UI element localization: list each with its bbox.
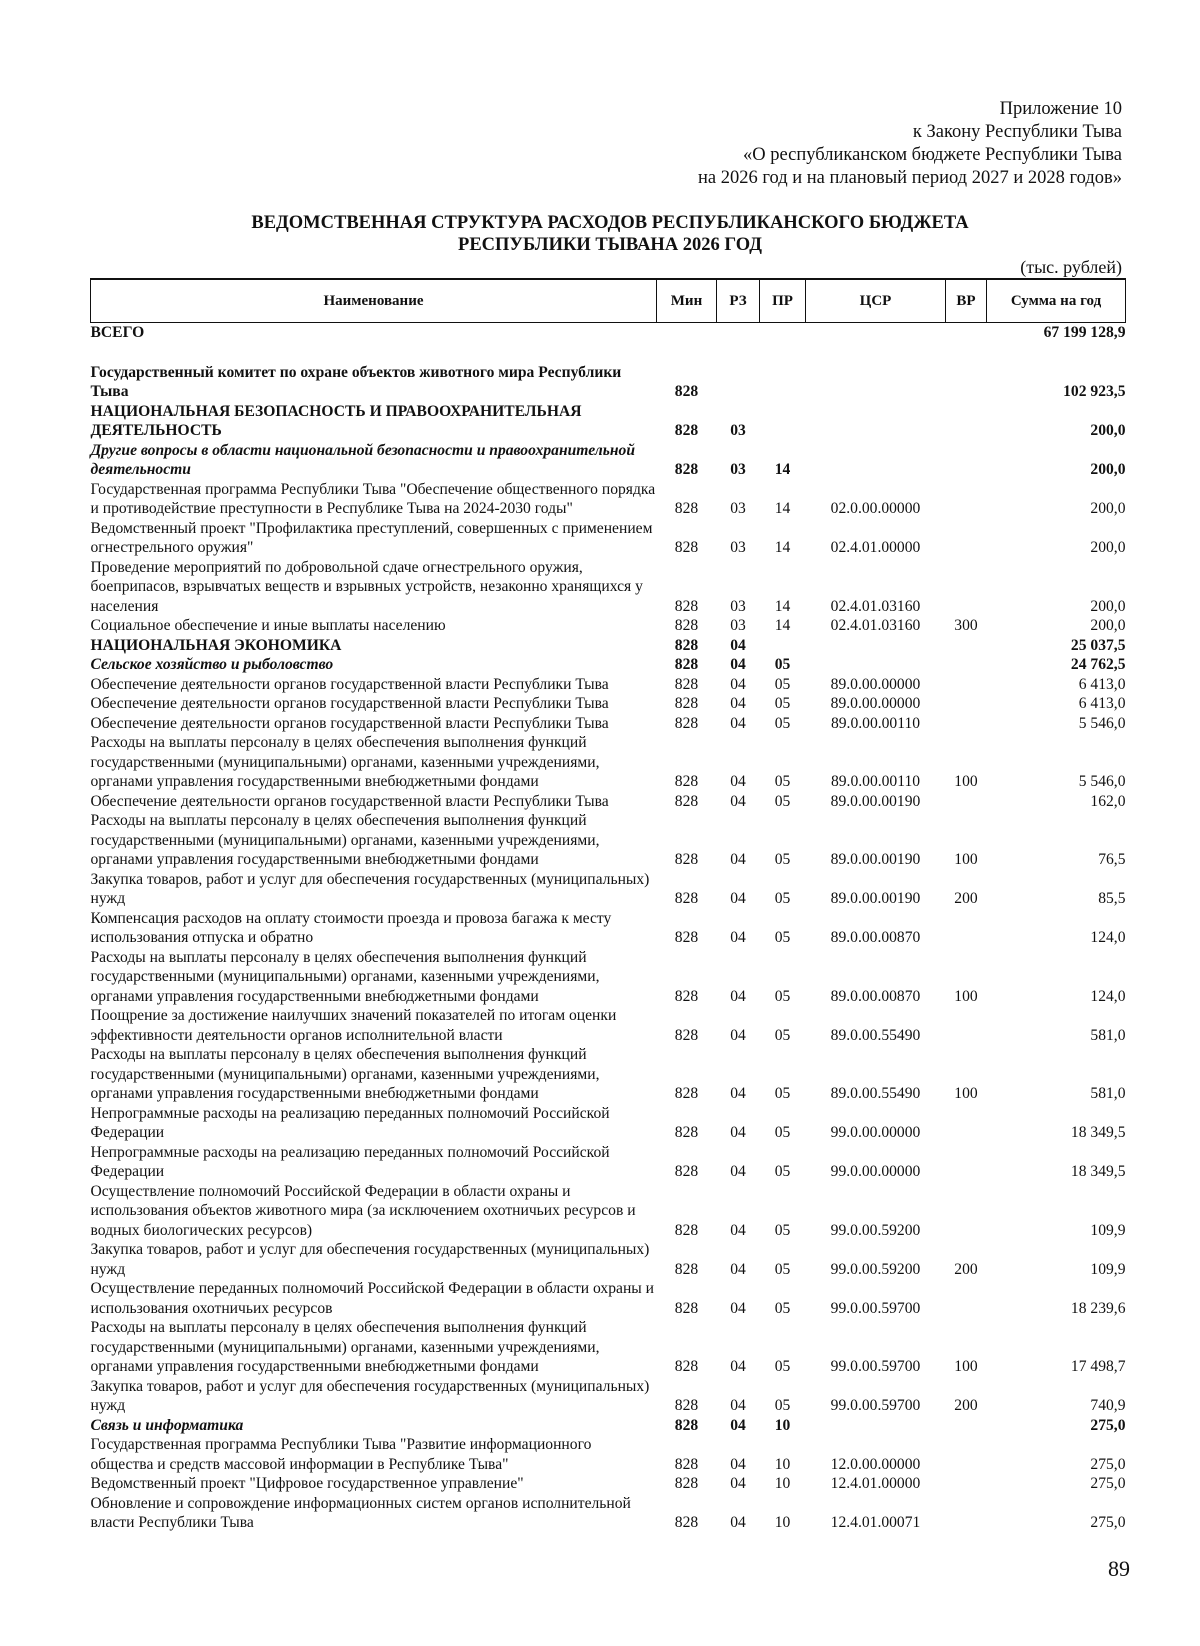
row-vr bbox=[946, 343, 987, 363]
row-sum: 18 349,5 bbox=[1070, 1124, 1126, 1141]
row-sum: 85,5 bbox=[1098, 890, 1126, 907]
row-csr: 12.0.00.00000 bbox=[830, 1455, 921, 1473]
budget-table bbox=[90, 278, 1126, 1533]
row-pr: 14 bbox=[774, 461, 791, 478]
row-sum bbox=[987, 343, 1126, 363]
row-vr: 100 bbox=[954, 851, 978, 868]
row-name: Сельское хозяйство и рыболовство bbox=[90, 656, 334, 673]
table-row bbox=[91, 363, 1126, 402]
row-sum: 162,0 bbox=[1090, 792, 1126, 810]
row-min: 828 bbox=[674, 890, 699, 907]
row-rz: 04 bbox=[730, 1124, 746, 1141]
row-min: 828 bbox=[674, 1475, 699, 1492]
row-csr bbox=[806, 636, 946, 656]
row-min bbox=[657, 323, 717, 343]
row-vr: 200 bbox=[954, 890, 978, 907]
table-row bbox=[91, 1104, 1126, 1143]
row-vr bbox=[946, 363, 987, 402]
table-row bbox=[91, 655, 1126, 675]
row-name: Закупка товаров, работ и услуг для обеспечения государственных (муниципальных) нужд bbox=[90, 870, 650, 907]
row-vr bbox=[946, 1143, 987, 1182]
row-min: 828 bbox=[674, 656, 699, 673]
row-rz: 03 bbox=[730, 539, 746, 556]
row-sum: 25 037,5 bbox=[1070, 636, 1126, 654]
row-pr: 05 bbox=[774, 1124, 791, 1141]
row-vr bbox=[946, 636, 987, 656]
row-name: Социальное обеспечение и иные выплаты населению bbox=[90, 617, 446, 634]
row-pr: 05 bbox=[774, 656, 791, 673]
table-row bbox=[91, 948, 1126, 1007]
table-row bbox=[91, 733, 1126, 792]
appendix-line: на 2026 год и на плановый период 2027 и 2028 годов» bbox=[698, 168, 1122, 188]
table-row bbox=[91, 636, 1126, 656]
row-rz: 04 bbox=[730, 1358, 746, 1375]
row-pr: 05 bbox=[774, 1358, 791, 1375]
row-pr: 05 bbox=[774, 929, 791, 946]
row-rz bbox=[717, 323, 760, 343]
row-csr: 89.0.00.55490 bbox=[830, 1026, 921, 1044]
table-row bbox=[91, 1143, 1126, 1182]
row-rz: 04 bbox=[730, 1455, 746, 1473]
row-name: Расходы на выплаты персоналу в целях обеспечения выполнения функций государственными (муниципальными) органами, казенными учреждениями, органами управления государственными внебюджетными фондами bbox=[90, 1046, 600, 1102]
row-vr bbox=[946, 323, 987, 343]
title-line: РЕСПУБЛИКИ ТЫВАНА 2026 ГОД bbox=[458, 235, 762, 255]
row-min bbox=[657, 343, 717, 363]
row-pr: 05 bbox=[774, 714, 791, 732]
units-label: (тыс. рублей) bbox=[1020, 257, 1122, 277]
row-min: 828 bbox=[674, 675, 699, 693]
col-header-sum: Сумма на год bbox=[987, 279, 1126, 323]
row-name: Непрограммные расходы на реализацию переданных полномочий Российской Федерации bbox=[90, 1104, 610, 1141]
row-sum: 6 413,0 bbox=[1078, 675, 1126, 693]
row-csr: 89.0.00.00870 bbox=[830, 929, 921, 946]
row-min: 828 bbox=[674, 500, 699, 517]
col-header-rz: РЗ bbox=[717, 279, 760, 323]
table-row bbox=[91, 441, 1126, 480]
row-pr: 05 bbox=[774, 773, 791, 790]
row-name: Закупка товаров, работ и услуг для обеспечения государственных (муниципальных) нужд bbox=[90, 1377, 650, 1414]
row-rz: 04 bbox=[730, 1260, 746, 1278]
row-pr: 05 bbox=[774, 675, 791, 693]
row-vr bbox=[946, 1474, 987, 1494]
row-rz: 04 bbox=[730, 1026, 746, 1044]
row-name: Ведомственный проект "Цифровое государственное управление" bbox=[90, 1475, 524, 1492]
row-rz: 04 bbox=[730, 1514, 746, 1531]
table-row bbox=[91, 519, 1126, 558]
row-csr bbox=[806, 655, 946, 675]
row-pr: 14 bbox=[774, 500, 791, 517]
table-row bbox=[91, 870, 1126, 909]
row-name: Другие вопросы в области национальной безопасности и правоохранительной деятельности bbox=[90, 441, 636, 478]
row-pr bbox=[760, 323, 806, 343]
row-name: Поощрение за достижение наилучших значений показателей по итогам оценки эффективности деятельности органов исполнительной власти bbox=[90, 1007, 617, 1044]
row-csr: 89.0.00.00190 bbox=[830, 851, 921, 868]
row-pr: 05 bbox=[774, 890, 791, 907]
row-name bbox=[91, 343, 657, 363]
row-sum: 200,0 bbox=[1090, 500, 1126, 517]
row-rz: 03 bbox=[730, 597, 746, 615]
row-csr: 89.0.00.00190 bbox=[830, 890, 921, 907]
row-rz: 04 bbox=[730, 792, 746, 810]
row-csr bbox=[806, 323, 946, 343]
row-csr bbox=[806, 363, 946, 402]
col-header-pr: ПР bbox=[760, 279, 806, 323]
row-pr: 10 bbox=[774, 1455, 791, 1473]
row-sum: 6 413,0 bbox=[1078, 695, 1126, 712]
row-vr bbox=[946, 480, 987, 519]
table-row bbox=[91, 558, 1126, 617]
row-min: 828 bbox=[674, 1455, 699, 1473]
row-min: 828 bbox=[674, 1416, 699, 1434]
row-vr bbox=[946, 1104, 987, 1143]
row-vr bbox=[946, 441, 987, 480]
row-sum: 124,0 bbox=[1090, 929, 1126, 946]
row-name: Проведение мероприятий по добровольной сдаче огнестрельного оружия, боеприпасов, взрывчатых веществ и взрывных устройств, незаконно хранящихся у населения bbox=[90, 558, 643, 615]
col-header-csr: ЦСР bbox=[806, 279, 946, 323]
row-rz: 04 bbox=[730, 656, 746, 673]
row-rz: 04 bbox=[730, 1085, 746, 1102]
row-name: Обеспечение деятельности органов государственной власти Республики Тыва bbox=[90, 675, 609, 693]
row-sum: 581,0 bbox=[1090, 1085, 1126, 1102]
row-name: Государственный комитет по охране объектов животного мира Республики Тыва bbox=[90, 363, 622, 400]
row-sum: 5 546,0 bbox=[1078, 773, 1126, 790]
row-rz: 04 bbox=[730, 1475, 746, 1492]
appendix-line: Приложение 10 bbox=[999, 99, 1122, 119]
row-min: 828 bbox=[674, 987, 699, 1005]
row-min: 828 bbox=[674, 1299, 699, 1317]
row-sum: 18 239,6 bbox=[1070, 1299, 1126, 1317]
row-sum: 17 498,7 bbox=[1070, 1358, 1126, 1375]
row-sum: 275,0 bbox=[1090, 1416, 1126, 1434]
row-pr: 05 bbox=[774, 851, 791, 868]
row-vr: 100 bbox=[954, 987, 978, 1005]
table-row bbox=[91, 811, 1126, 870]
table-row bbox=[91, 616, 1126, 636]
row-min: 828 bbox=[674, 539, 699, 556]
table-row bbox=[91, 402, 1126, 441]
row-rz: 04 bbox=[730, 1163, 746, 1180]
row-vr bbox=[946, 1494, 987, 1533]
row-sum: 200,0 bbox=[1090, 539, 1126, 556]
appendix-header bbox=[698, 98, 1122, 190]
table-row bbox=[91, 323, 1126, 343]
row-name: ВСЕГО bbox=[90, 324, 145, 341]
table-row bbox=[91, 1279, 1126, 1318]
table-row bbox=[91, 1240, 1126, 1279]
row-csr: 99.0.00.59700 bbox=[830, 1358, 921, 1375]
table-row bbox=[91, 1474, 1126, 1494]
row-vr: 100 bbox=[954, 773, 978, 790]
table-row bbox=[91, 1494, 1126, 1533]
row-csr: 99.0.00.59200 bbox=[830, 1221, 921, 1239]
row-csr: 99.0.00.00000 bbox=[830, 1124, 921, 1141]
row-csr bbox=[806, 343, 946, 363]
row-min: 828 bbox=[674, 1163, 699, 1180]
row-sum: 18 349,5 bbox=[1070, 1163, 1126, 1180]
row-vr: 100 bbox=[954, 1085, 978, 1102]
row-csr: 12.4.01.00000 bbox=[830, 1475, 921, 1492]
table-row bbox=[91, 1045, 1126, 1104]
row-sum: 275,0 bbox=[1090, 1475, 1126, 1492]
row-vr bbox=[946, 1416, 987, 1436]
row-min: 828 bbox=[674, 714, 699, 732]
row-vr bbox=[946, 1435, 987, 1474]
row-min: 828 bbox=[674, 617, 699, 634]
row-rz: 04 bbox=[730, 987, 746, 1005]
row-vr bbox=[946, 792, 987, 812]
row-csr bbox=[806, 1416, 946, 1436]
row-sum: 76,5 bbox=[1098, 851, 1126, 868]
row-sum: 24 762,5 bbox=[1070, 656, 1126, 673]
row-pr: 10 bbox=[774, 1475, 791, 1492]
appendix-line: «О республиканском бюджете Республики Тыва bbox=[743, 145, 1122, 165]
table-row bbox=[91, 909, 1126, 948]
col-header-name: Наименование bbox=[91, 279, 657, 323]
row-sum: 200,0 bbox=[1090, 461, 1126, 478]
row-min: 828 bbox=[674, 383, 699, 400]
row-pr: 05 bbox=[774, 1397, 791, 1414]
page-number: 89 bbox=[1108, 1556, 1130, 1581]
row-name: Непрограммные расходы на реализацию переданных полномочий Российской Федерации bbox=[90, 1143, 610, 1180]
row-csr: 89.0.00.55490 bbox=[830, 1085, 921, 1102]
row-sum: 740,9 bbox=[1090, 1397, 1126, 1414]
row-rz: 04 bbox=[730, 773, 746, 790]
col-header-vr: ВР bbox=[946, 279, 987, 323]
row-rz bbox=[717, 363, 760, 402]
row-csr bbox=[806, 402, 946, 441]
row-pr bbox=[760, 636, 806, 656]
row-name: Расходы на выплаты персоналу в целях обеспечения выполнения функций государственными (муниципальными) органами, казенными учреждениями, органами управления государственными внебюджетными фондами bbox=[90, 734, 600, 790]
row-name: Обеспечение деятельности органов государственной власти Республики Тыва bbox=[90, 792, 609, 810]
row-min: 828 bbox=[674, 1221, 699, 1239]
row-csr bbox=[806, 441, 946, 480]
row-name: Закупка товаров, работ и услуг для обеспечения государственных (муниципальных) нужд bbox=[90, 1241, 650, 1278]
row-csr: 99.0.00.00000 bbox=[830, 1163, 921, 1180]
table-row bbox=[91, 714, 1126, 734]
row-vr bbox=[946, 558, 987, 617]
row-vr: 200 bbox=[954, 1260, 978, 1278]
row-sum: 200,0 bbox=[1090, 422, 1126, 439]
appendix-line: к Закону Республики Тыва bbox=[912, 122, 1122, 142]
row-sum: 109,9 bbox=[1090, 1221, 1126, 1239]
row-pr bbox=[760, 363, 806, 402]
table-row bbox=[91, 694, 1126, 714]
row-csr: 02.4.01.03160 bbox=[830, 617, 921, 634]
row-rz: 04 bbox=[730, 636, 746, 654]
row-vr: 300 bbox=[954, 617, 978, 634]
row-vr bbox=[946, 655, 987, 675]
row-min: 828 bbox=[674, 422, 699, 439]
row-csr: 12.4.01.00071 bbox=[830, 1514, 921, 1531]
row-sum: 581,0 bbox=[1090, 1026, 1126, 1044]
row-rz: 04 bbox=[730, 1416, 746, 1434]
row-name: Государственная программа Республики Тыва "Развитие информационного общества и средств массовой информации в Республике Тыва" bbox=[90, 1436, 592, 1473]
row-pr: 14 bbox=[774, 539, 791, 556]
row-min: 828 bbox=[674, 773, 699, 790]
row-pr bbox=[760, 402, 806, 441]
row-min: 828 bbox=[674, 597, 699, 615]
row-rz: 03 bbox=[730, 422, 746, 439]
row-vr bbox=[946, 694, 987, 714]
table-row bbox=[91, 1416, 1126, 1436]
row-pr: 14 bbox=[774, 597, 791, 615]
row-pr: 05 bbox=[774, 695, 791, 712]
row-min: 828 bbox=[674, 1085, 699, 1102]
row-rz: 04 bbox=[730, 675, 746, 693]
row-csr: 89.0.00.00110 bbox=[830, 714, 921, 732]
row-name: Обновление и сопровождение информационных систем органов исполнительной власти Республики Тыва bbox=[90, 1494, 631, 1531]
row-pr: 05 bbox=[774, 1026, 791, 1044]
row-name: Осуществление переданных полномочий Российской Федерации в области охраны и использования охотничьих ресурсов bbox=[90, 1280, 655, 1317]
row-sum: 109,9 bbox=[1090, 1260, 1126, 1278]
row-pr: 05 bbox=[774, 1260, 791, 1278]
row-csr: 99.0.00.59700 bbox=[830, 1299, 921, 1317]
row-csr: 89.0.00.00190 bbox=[830, 792, 921, 810]
row-min: 828 bbox=[674, 1026, 699, 1044]
table-row bbox=[91, 1006, 1126, 1045]
row-pr: 05 bbox=[774, 792, 791, 810]
row-csr: 02.0.00.00000 bbox=[830, 500, 921, 517]
col-header-min: Мин bbox=[657, 279, 717, 323]
row-sum: 200,0 bbox=[1090, 597, 1126, 615]
row-sum: 67 199 128,9 bbox=[1043, 324, 1126, 341]
row-name: Расходы на выплаты персоналу в целях обеспечения выполнения функций государственными (муниципальными) органами, казенными учреждениями, органами управления государственными внебюджетными фондами bbox=[90, 1319, 600, 1375]
row-min: 828 bbox=[674, 851, 699, 868]
row-rz: 04 bbox=[730, 890, 746, 907]
row-pr: 10 bbox=[774, 1514, 791, 1531]
row-vr bbox=[946, 1006, 987, 1045]
row-pr: 05 bbox=[774, 1299, 791, 1317]
table-row bbox=[91, 1435, 1126, 1474]
table-row bbox=[91, 343, 1126, 363]
row-name: Государственная программа Республики Тыва "Обеспечение общественного порядка и противодействие преступности в Республике Тыва на 2024-2030 годы" bbox=[90, 480, 656, 517]
row-rz: 03 bbox=[730, 461, 746, 478]
row-csr: 99.0.00.59200 bbox=[830, 1260, 921, 1278]
row-vr bbox=[946, 714, 987, 734]
row-rz: 04 bbox=[730, 1397, 746, 1414]
row-pr bbox=[760, 343, 806, 363]
table-row bbox=[91, 1377, 1126, 1416]
table-row bbox=[91, 792, 1126, 812]
row-csr: 02.4.01.03160 bbox=[830, 597, 921, 615]
row-sum: 124,0 bbox=[1090, 987, 1126, 1005]
title-line: ВЕДОМСТВЕННАЯ СТРУКТУРА РАСХОДОВ РЕСПУБЛИКАНСКОГО БЮДЖЕТА bbox=[251, 213, 969, 233]
row-name: Осуществление полномочий Российской Федерации в области охраны и использования объектов животного мира (за исключением охотничьих ресурсов и водных биологических ресурсов) bbox=[90, 1182, 636, 1239]
row-sum: 200,0 bbox=[1090, 617, 1126, 634]
row-min: 828 bbox=[674, 1358, 699, 1375]
row-name: Расходы на выплаты персоналу в целях обеспечения выполнения функций государственными (муниципальными) органами, казенными учреждениями, органами управления государственными внебюджетными фондами bbox=[90, 948, 600, 1005]
row-rz: 03 bbox=[730, 617, 746, 634]
row-rz bbox=[717, 343, 760, 363]
row-vr bbox=[946, 519, 987, 558]
table-row bbox=[91, 1318, 1126, 1377]
row-name: Компенсация расходов на оплату стоимости проезда и провоза багажа к месту использования отпуска и обратно bbox=[90, 909, 612, 946]
row-name: Ведомственный проект "Профилактика преступлений, совершенных с применением огнестрельного оружия" bbox=[90, 519, 653, 556]
row-rz: 04 bbox=[730, 851, 746, 868]
row-csr: 99.0.00.59700 bbox=[830, 1397, 921, 1414]
row-vr bbox=[946, 402, 987, 441]
row-vr: 200 bbox=[954, 1397, 978, 1414]
row-sum: 5 546,0 bbox=[1078, 714, 1126, 732]
row-rz: 04 bbox=[730, 714, 746, 732]
table-row bbox=[91, 1182, 1126, 1241]
row-pr: 05 bbox=[774, 987, 791, 1005]
row-rz: 04 bbox=[730, 695, 746, 712]
row-name: НАЦИОНАЛЬНАЯ БЕЗОПАСНОСТЬ И ПРАВООХРАНИТЕЛЬНАЯ ДЕЯТЕЛЬНОСТЬ bbox=[90, 402, 582, 439]
row-sum: 275,0 bbox=[1090, 1455, 1126, 1473]
row-rz: 04 bbox=[730, 929, 746, 946]
table-row bbox=[91, 675, 1126, 695]
row-sum: 275,0 bbox=[1090, 1514, 1126, 1531]
row-vr bbox=[946, 1279, 987, 1318]
row-min: 828 bbox=[674, 1397, 699, 1414]
row-min: 828 bbox=[674, 1124, 699, 1141]
row-pr: 10 bbox=[774, 1416, 791, 1434]
row-min: 828 bbox=[674, 792, 699, 810]
row-min: 828 bbox=[674, 695, 699, 712]
row-vr bbox=[946, 1182, 987, 1241]
row-vr bbox=[946, 909, 987, 948]
table-body bbox=[91, 323, 1126, 1533]
row-name: Обеспечение деятельности органов государственной власти Республики Тыва bbox=[90, 695, 609, 712]
row-csr: 89.0.00.00870 bbox=[830, 987, 921, 1005]
row-csr: 02.4.01.00000 bbox=[830, 539, 921, 556]
document-title bbox=[90, 212, 1130, 256]
row-csr: 89.0.00.00000 bbox=[830, 675, 921, 693]
row-rz: 04 bbox=[730, 1299, 746, 1317]
row-name: Обеспечение деятельности органов государственной власти Республики Тыва bbox=[90, 714, 609, 732]
row-rz: 04 bbox=[730, 1221, 746, 1239]
row-pr: 14 bbox=[774, 617, 791, 634]
row-csr: 89.0.00.00110 bbox=[830, 773, 921, 790]
row-min: 828 bbox=[674, 929, 699, 946]
row-sum: 102 923,5 bbox=[1063, 383, 1126, 400]
row-rz: 03 bbox=[730, 500, 746, 517]
row-name: НАЦИОНАЛЬНАЯ ЭКОНОМИКА bbox=[90, 636, 342, 654]
row-min: 828 bbox=[674, 461, 699, 478]
row-vr: 100 bbox=[954, 1358, 978, 1375]
row-name: Расходы на выплаты персоналу в целях обеспечения выполнения функций государственными (муниципальными) органами, казенными учреждениями, органами управления государственными внебюджетными фондами bbox=[90, 812, 600, 868]
row-min: 828 bbox=[674, 1514, 699, 1531]
row-pr: 05 bbox=[774, 1085, 791, 1102]
row-min: 828 bbox=[674, 1260, 699, 1278]
row-vr bbox=[946, 675, 987, 695]
row-pr: 05 bbox=[774, 1163, 791, 1180]
row-min: 828 bbox=[674, 636, 699, 654]
table-row bbox=[91, 480, 1126, 519]
row-pr: 05 bbox=[774, 1221, 791, 1239]
row-name: Связь и информатика bbox=[90, 1416, 244, 1434]
row-csr: 89.0.00.00000 bbox=[830, 695, 921, 712]
table-header-row bbox=[91, 279, 1126, 323]
